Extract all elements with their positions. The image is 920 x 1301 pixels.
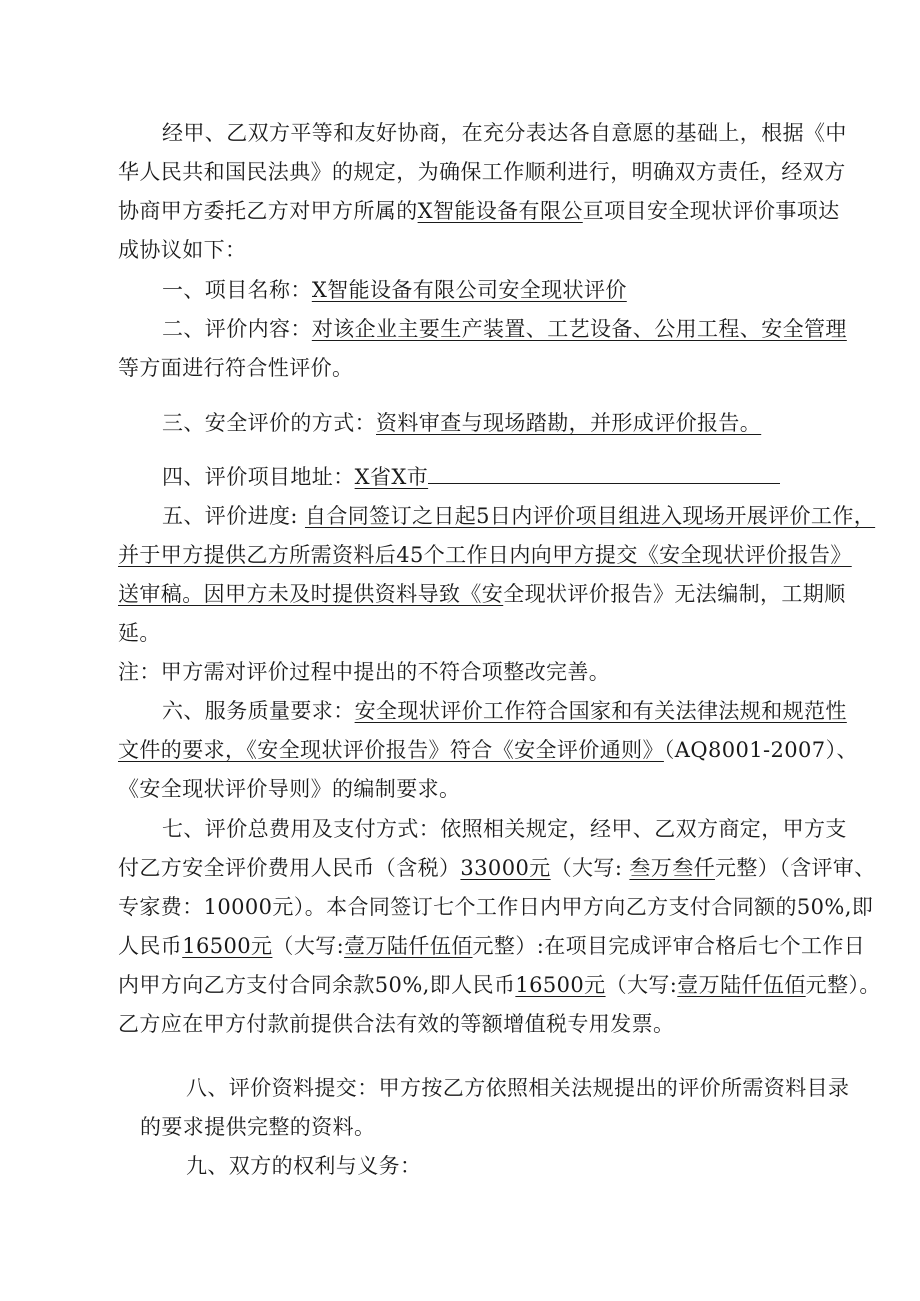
item-5-schedule xyxy=(162,503,875,529)
item-5-line-3 xyxy=(118,581,846,607)
item-value: X智能设备有限公司安全现状评价 xyxy=(311,278,627,302)
item-text: 元整）:在项目完成评审合格后七个工作日 xyxy=(472,934,866,958)
item-6-quality xyxy=(162,698,847,724)
standard-code: （AQ8001-2007）、 xyxy=(663,738,858,762)
item-8-materials: 八、评价资料提交：甲方按乙方依照相关法规提出的评价所需资料目录 xyxy=(186,1076,850,1100)
item-6-line-2 xyxy=(118,737,858,763)
item-label: 二、评价内容： xyxy=(162,317,312,341)
total-amount-chinese: 叁万叁仟 xyxy=(629,856,715,880)
item-label-colon: : xyxy=(290,504,298,528)
item-value: 安全现状评价工作符合国家和有关法律法规和规范性 xyxy=(354,699,847,723)
total-amount: 33000元 xyxy=(460,856,551,880)
item-text: 全现状评价报告》无法编制，工期顺 xyxy=(503,582,846,606)
item-5-line-4: 延。 xyxy=(118,621,161,645)
item-2-evaluation-content xyxy=(162,316,847,342)
intro-line-2: 华人民共和国民法典》的规定，为确保工作顺利进行，明确双方责任，经双方 xyxy=(118,160,846,184)
item-text: 人民币 xyxy=(118,934,183,958)
item-7-line-3: 专家费：10000元）。本合同签订七个工作日内甲方向乙方支付合同额的50%,即 xyxy=(118,895,874,919)
item-value: 文件的要求，《安全现状评价报告》符合《安全评价通则》 xyxy=(118,738,664,762)
item-9-rights-obligations: 九、双方的权利与义务： xyxy=(186,1154,422,1178)
item-1-project-name xyxy=(162,277,627,303)
item-text: （大写 xyxy=(550,856,615,880)
item-value: 对该企业主要生产装置、工艺设备、公用工程、安全管理 xyxy=(311,317,847,341)
second-payment-amount: 16500元 xyxy=(515,973,606,997)
item-text: 元整）（含评审、 xyxy=(715,856,876,880)
item-7-line-4 xyxy=(118,933,865,959)
intro-line-4: 成协议如下： xyxy=(118,238,247,262)
item-7-payment: 七、评价总费用及支付方式：依照相关规定，经甲、乙双方商定，甲方支 xyxy=(162,817,847,841)
item-2-line-2: 等方面进行符合性评价。 xyxy=(118,356,354,380)
item-6-line-3: 《安全现状评价导则》的编制要求。 xyxy=(118,777,461,801)
item-text: : xyxy=(614,856,623,880)
item-text: （大写: xyxy=(605,973,678,997)
company-name: X智能设备有限公 xyxy=(417,199,583,223)
item-value: 资料审查与现场踏勘，并形成评价报告。 xyxy=(376,411,762,435)
item-3-evaluation-method xyxy=(162,410,761,436)
second-payment-amount-chinese: 壹万陆仟伍佰 xyxy=(677,973,806,997)
item-label: 六、服务质量要求： xyxy=(162,699,355,723)
item-5-line-2 xyxy=(118,542,852,568)
intro-text: 亘项目安全现状评价事项达 xyxy=(582,199,840,223)
item-value: 并于甲方提供乙方所需资料后45个工作日内向甲方提交《安全现状评价报告》 xyxy=(118,543,852,567)
item-text: 付乙方安全评价费用人民币（含税） xyxy=(118,856,461,880)
item-value: 送审稿。因甲方未及时提供资料导致《安 xyxy=(118,582,504,606)
item-text: 内甲方向乙方支付合同余款50%,即人民币 xyxy=(118,973,516,997)
item-7-line-2 xyxy=(118,855,876,881)
intro-line-3 xyxy=(118,198,840,224)
item-label: 一、项目名称： xyxy=(162,278,312,302)
intro-text: 协商甲方委托乙方对甲方所属的 xyxy=(118,199,418,223)
item-value: 自合同签订之日起5日内评价项目组进入现场开展评价工作， xyxy=(304,504,876,528)
first-payment-amount-chinese: 壹万陆仟伍佰 xyxy=(344,934,473,958)
item-7-line-5 xyxy=(118,972,881,998)
first-payment-amount: 16500元 xyxy=(182,934,273,958)
item-text: （大写: xyxy=(272,934,345,958)
address-value: X省X市 xyxy=(354,465,429,489)
item-7-line-6: 乙方应在甲方付款前提供合法有效的等额增值税专用发票。 xyxy=(118,1012,675,1036)
item-text: 元整）。 xyxy=(805,973,881,997)
item-8-line-2: 的要求提供完整的资料。 xyxy=(140,1115,376,1139)
address-blank-line xyxy=(428,463,780,484)
intro-line-1: 经甲、乙双方平等和友好协商，在充分表达各自意愿的基础上，根据《中 xyxy=(162,121,847,145)
item-4-address xyxy=(162,463,780,490)
item-label: 四、评价项目地址： xyxy=(162,465,355,489)
item-label: 三、安全评价的方式： xyxy=(162,411,376,435)
note: 注：甲方需对评价过程中提出的不符合项整改完善。 xyxy=(118,660,611,684)
item-label: 五、评价进度 xyxy=(162,504,291,528)
